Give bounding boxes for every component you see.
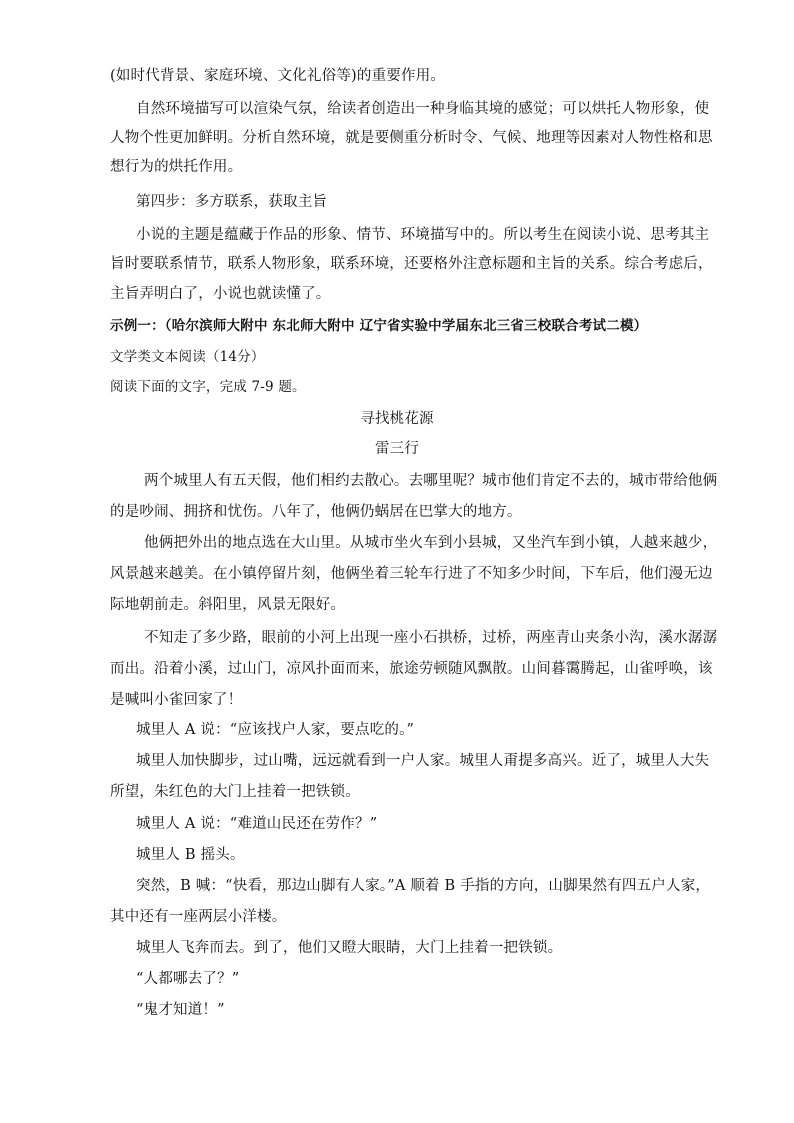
- text-line: 城里人 A 说：“应该找户人家，要点吃的。”: [136, 722, 415, 738]
- text-line: 旨时要联系情节，联系人物形象，联系环境，还要格外注意标题和主旨的关系。综合考虑后，: [110, 256, 713, 272]
- example-heading: 示例一：（哈尔滨师大附中 东北师大附中 辽宁省实验中学届东北三省三校联合考试二模）: [110, 318, 648, 334]
- text-line: 风景越来越美。在小镇停留片刻，他俩坐着三轮车行进了不知多少时间，下车后，他们漫无边: [110, 566, 713, 582]
- text-line: 主旨弄明白了，小说也就读懂了。: [110, 286, 331, 302]
- story-title: 寻找桃花源: [360, 411, 434, 427]
- text-line: 城里人 A 说：“难道山民还在劳作？”: [136, 816, 378, 832]
- text-line: 城里人 B 摇头。: [136, 847, 245, 863]
- text-line: 想行为的烘托作用。: [110, 159, 243, 175]
- text-line: 不知走了多少路，眼前的小河上出现一座小石拱桥，过桥，两座青山夹条小沟，溪水潺潺: [144, 630, 718, 646]
- text-line: 其中还有一座两层小洋楼。: [110, 909, 287, 925]
- text-line: (如时代背景、家庭环境、文化礼俗等)的重要作用。: [110, 68, 446, 84]
- dialogue-line: “人都哪去了？”: [136, 971, 240, 987]
- text-line: 的是吵闹、拥挤和忧伤。八年了，他俩仍蜗居在巴掌大的地方。: [110, 504, 522, 520]
- text-line: 城里人飞奔而去。到了，他们又瞪大眼睛，大门上挂着一把铁锁。: [136, 940, 563, 956]
- text-line: 际地朝前走。斜阳里，风景无限好。: [110, 597, 346, 613]
- story-author: 雷三行: [374, 441, 420, 457]
- text-line: 两个城里人有五天假，他们相约去散心。去哪里呢？城市他们肯定不去的，城市带给他俩: [144, 473, 718, 489]
- text-line: 自然环境描写可以渲染气氛，给读者创造出一种身临其境的感觉；可以烘托人物形象，使: [136, 101, 710, 117]
- text-line: 城里人加快脚步，过山嘴，远远就看到一户人家。城里人甭提多高兴。近了，城里人大失: [136, 753, 710, 769]
- text-line: 是喊叫小雀回家了！: [110, 692, 243, 708]
- text-line: 突然，B 喊：“快看，那边山脚有人家。”A 顺着 B 手指的方向，山脚果然有四五户人家，: [136, 878, 711, 894]
- text-line: 文学类文本阅读（14分）: [110, 349, 265, 365]
- text-line: 而出。沿着小溪，过山门，凉风扑面而来，旅途劳顿随风飘散。山间暮霭腾起，山雀呼唤，该: [110, 661, 713, 677]
- text-line: 人物个性更加鲜明。分析自然环境，就是要侧重分析时令、气候、地理等因素对人物性格和思: [110, 130, 713, 146]
- dialogue-line: “鬼才知道！”: [136, 1002, 225, 1018]
- text-line: 他俩把外出的地点选在大山里。从城市坐火车到小县城，又坐汽车到小镇，人越来越少，: [144, 535, 718, 551]
- text-line: 所望，朱红色的大门上挂着一把铁锁。: [110, 784, 360, 800]
- text-line: 小说的主题是蕴藏于作品的形象、情节、环境描写中的。所以考生在阅读小说、思考其主: [136, 227, 710, 243]
- text-line: 阅读下面的文字，完成 7-9 题。: [110, 379, 306, 395]
- section-heading: 第四步：多方联系，获取主旨: [136, 194, 328, 210]
